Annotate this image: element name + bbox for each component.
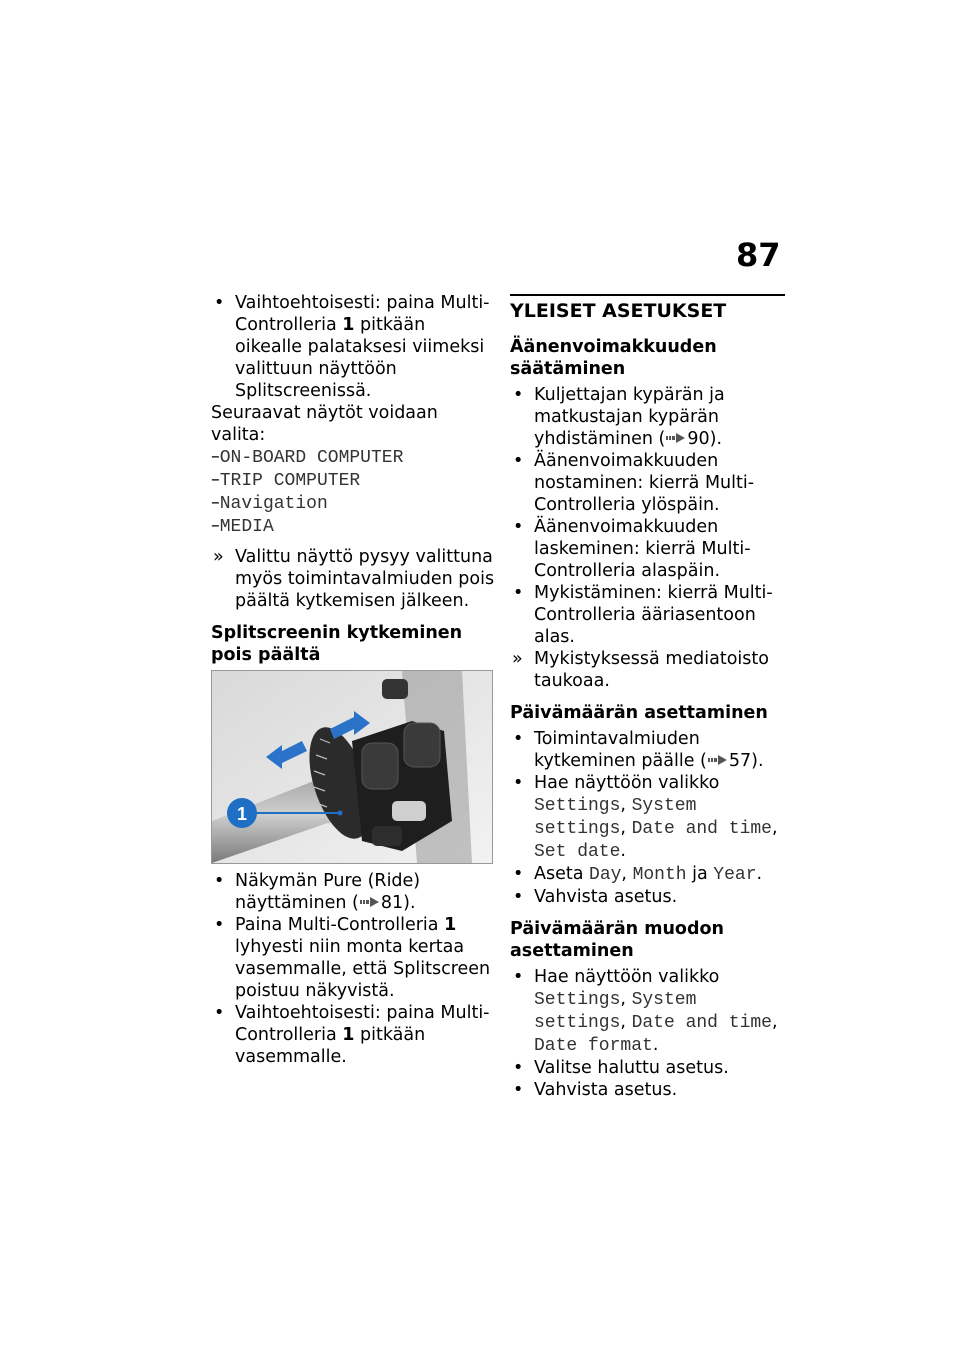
page-reference[interactable]: 57 [728,751,752,771]
list-item: Paina Multi-Controlleria 1 lyhyesti niin monta kertaa vasemmalle, että Splitscreen poistuu näkyvistä. [235,915,491,1001]
left-column [211,292,496,1068]
options-intro: Seuraavat näytöt voidaan valita: [211,403,438,445]
page-reference-arrow-icon [665,431,687,445]
page-number: 87 [736,236,781,274]
option-item: –TRIP COMPUTER [211,470,361,491]
menu-path: Year [713,865,757,885]
option-item: –MEDIA [211,516,274,537]
menu-path: Date and time [631,819,772,839]
option-item: –ON-BOARD COMPUTER [211,447,404,468]
menu-path: Day [589,865,622,885]
menu-path: Date format [534,1036,653,1056]
subheading: Päivämäärän muodon asettaminen [510,919,724,961]
list-item: Vaihtoehtoisesti: paina Multi-Controlleria 1 pitkään oikealle palataksesi viimeksi valittuun näyttöön Splitscreenissä. [235,293,490,401]
menu-path: System settings [534,796,697,839]
list-item: Hae näyttöön valikko Settings, System settings, Date and time, Date format. [534,967,778,1056]
subheading: Äänenvoimakkuuden säätäminen [510,337,717,379]
right-column [510,292,785,1101]
list-item: Näkymän Pure (Ride) näyttäminen ( 81). [235,871,421,913]
list-item: Äänenvoimakkuuden laskeminen: kierrä Multi-Controlleria alaspäin. [534,517,751,581]
page-reference-arrow-icon [707,753,729,767]
option-item: –Navigation [211,493,328,514]
menu-path: System settings [534,990,697,1033]
section-title: YLEISET ASETUKSET [510,294,785,322]
menu-path: Month [632,865,687,885]
multi-controller-illustration [212,671,492,863]
menu-path: Settings [534,796,621,816]
menu-path: Settings [534,990,621,1010]
figure-callout-1: 1 [236,804,248,824]
list-item: Mykistäminen: kierrä Multi-Controlleria ääriasentoon alas. [534,583,773,647]
subheading: Päivämäärän asettaminen [510,703,768,723]
result-item: Valittu näyttö pysyy valittuna myös toimintavalmiuden pois päältä kytkemisen jälkeen. [235,547,495,611]
list-item: Valitse haluttu asetus. [534,1058,729,1078]
list-item: Toimintavalmiuden kytkeminen päälle ( 57). [534,729,764,771]
list-item: Vahvista asetus. [534,887,678,907]
menu-path: Date and time [631,1013,772,1033]
list-item: Äänenvoimakkuuden nostaminen: kierrä Multi-Controlleria ylöspäin. [534,451,755,515]
page-reference[interactable]: 90 [687,429,710,449]
list-item: Aseta Day, Month ja Year. [534,864,763,885]
list-item: Hae näyttöön valikko Settings, System settings, Date and time, Set date. [534,773,778,862]
page-reference[interactable]: 81 [380,893,404,913]
list-item: Vaihtoehtoisesti: paina Multi-Controlleria 1 pitkään vasemmalle. [235,1003,490,1067]
result-item: Mykistyksessä mediatoisto taukoaa. [534,649,769,691]
page-reference-arrow-icon [359,895,381,909]
list-item: Kuljettajan kypärän ja matkustajan kypärän yhdistäminen ( 90). [534,385,725,449]
handlebar-controller-figure [211,670,493,864]
options-list [211,446,496,538]
subheading: Splitscreenin kytkeminen pois päältä [211,623,463,665]
list-item: Vahvista asetus. [534,1080,678,1100]
menu-path: Set date [534,842,621,862]
